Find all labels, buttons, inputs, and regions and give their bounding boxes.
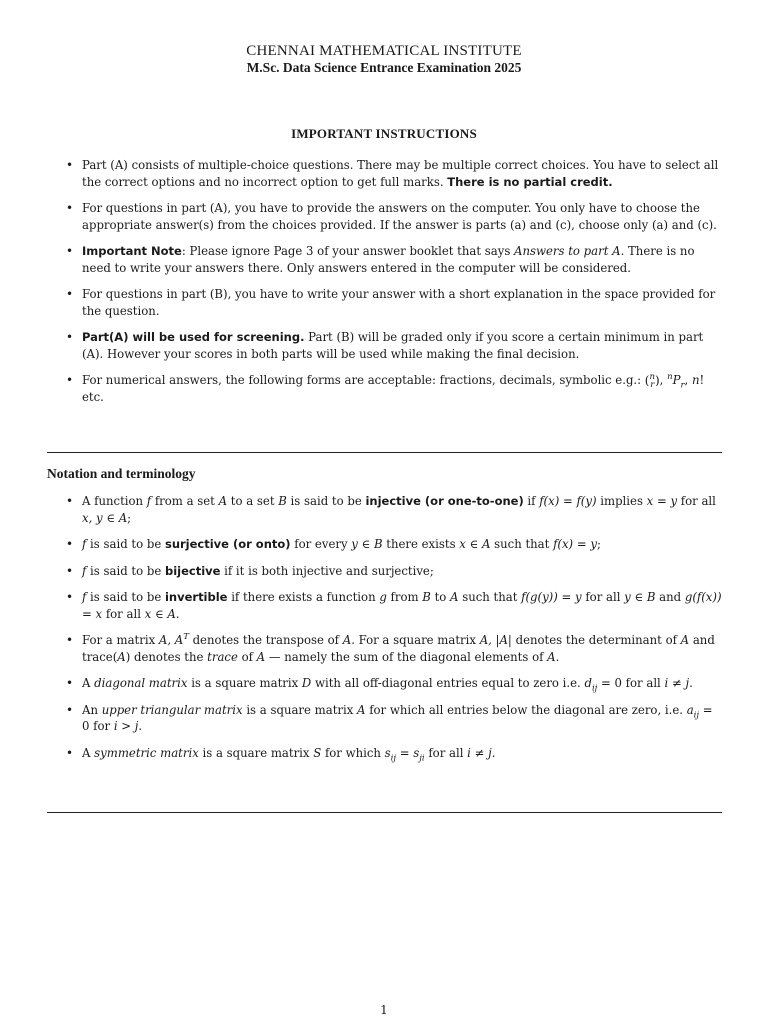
text-fragment: A — [450, 590, 459, 604]
text-fragment: i > j — [113, 719, 139, 733]
text-fragment: for all — [102, 606, 145, 621]
text-fragment: g(f(x)) = x — [82, 590, 722, 621]
text-fragment: ij — [390, 752, 397, 763]
text-fragment: f — [82, 537, 87, 551]
text-fragment: is a square matrix — [242, 702, 358, 717]
bullet: • — [66, 537, 74, 551]
notation-item — [64, 563, 722, 580]
text-fragment: n — [691, 373, 700, 387]
text-fragment: for which — [321, 745, 385, 760]
text-fragment: A, A — [158, 633, 184, 647]
notation-heading: Notation and terminology — [47, 466, 196, 481]
text-fragment: and — [655, 590, 685, 604]
text-fragment: i ≠ j — [664, 676, 690, 690]
text-fragment: surjective (or onto) — [164, 537, 291, 551]
notation-item — [64, 745, 722, 762]
text-fragment: f — [82, 563, 87, 578]
text-fragment: from a set — [151, 494, 219, 508]
instructions-list — [64, 157, 722, 406]
text-fragment: = 0 for — [82, 702, 713, 733]
text-fragment: is said to be — [86, 590, 165, 604]
text-fragment: for all — [677, 494, 716, 508]
text-fragment: ) denotes the — [125, 649, 208, 664]
text-fragment: symmetric matrix — [94, 745, 199, 760]
text-fragment: f(x) = f(y) — [539, 494, 597, 508]
text-fragment: injective (or one-to-one) — [365, 494, 524, 508]
text-fragment: for all — [424, 745, 468, 760]
text-fragment: d — [584, 676, 592, 690]
text-fragment: A — [680, 633, 690, 647]
text-fragment: s — [413, 745, 420, 760]
instruction-item: • For numerical answers, the following forms are acceptable: fractions, decimals, symbolic e.g.: (n r), $^nP_r$, n! etc. — [66, 372, 705, 404]
text-fragment: ij — [693, 709, 700, 720]
text-fragment: if — [523, 494, 540, 508]
text-fragment: upper triangular matrix — [101, 702, 243, 717]
bullet: • — [66, 244, 74, 258]
text-fragment: x, y ∈ A — [82, 510, 128, 525]
bullet: • — [66, 590, 74, 604]
text-fragment: A — [547, 649, 556, 664]
text-fragment: f(x) = y — [553, 537, 597, 551]
binomial-coefficient: (n r) — [644, 372, 660, 390]
text-fragment: . — [555, 649, 560, 664]
section-divider — [47, 452, 722, 453]
text-fragment: Part (B) will be graded only if you score a certain minimum in part (A). However your scores in both parts will be used while making the final decision. — [82, 330, 704, 361]
text-fragment: A — [256, 649, 266, 664]
bullet: • — [66, 702, 74, 717]
text-fragment: A — [82, 676, 95, 690]
text-fragment: . — [689, 676, 693, 690]
text-fragment: diagonal matrix — [94, 676, 188, 690]
instruction-item — [64, 286, 722, 319]
page-number: 1 — [380, 1003, 388, 1017]
text-fragment: bijective — [164, 563, 221, 578]
text-fragment: g — [379, 590, 387, 604]
text-fragment: A function — [82, 494, 147, 508]
text-fragment: D — [301, 676, 312, 690]
text-fragment: i ≠ j — [467, 745, 492, 760]
text-fragment: A — [82, 745, 95, 760]
text-fragment: f — [146, 494, 152, 508]
text-fragment: ji — [419, 752, 425, 763]
text-fragment: r — [650, 380, 655, 390]
notation-list — [64, 493, 722, 761]
text-fragment: f(g(y)) = y — [521, 590, 582, 604]
notation-item — [64, 493, 722, 526]
instruction-item — [64, 200, 722, 233]
text-fragment: such that — [490, 537, 554, 551]
text-fragment: for which all entries below the diagonal are zero, i.e. — [365, 702, 687, 717]
text-fragment: is said to be — [86, 537, 165, 551]
notation-item — [64, 589, 722, 622]
text-fragment: . For a square matrix — [351, 633, 480, 647]
text-fragment: implies — [596, 494, 647, 508]
text-fragment: T — [183, 632, 189, 643]
bullet: • — [66, 158, 74, 172]
text-fragment: There is no partial credit. — [447, 174, 613, 189]
text-fragment: for every — [290, 537, 352, 551]
text-fragment: S — [313, 745, 322, 760]
bullet: • — [66, 494, 74, 508]
text-fragment: An — [82, 702, 102, 717]
text-fragment: if it is both injective and surjective; — [220, 563, 434, 578]
text-fragment: Part (A) consists of multiple-choice questions. There may be multiple correct choices. You have to select all the correct options and no incorrect option to get full marks. — [82, 158, 719, 189]
notation-item — [64, 536, 722, 553]
text-fragment: x ∈ A — [459, 537, 491, 551]
text-fragment: x = y — [646, 494, 678, 508]
notation-item — [64, 675, 722, 692]
text-fragment: trace — [207, 649, 238, 664]
text-fragment: n — [667, 372, 673, 383]
text-fragment: and trace( — [82, 633, 715, 664]
text-fragment: x ∈ A — [144, 606, 176, 621]
text-fragment: ; — [127, 510, 132, 525]
text-fragment: r — [680, 380, 685, 391]
text-fragment: . — [491, 745, 496, 760]
instruction-item — [64, 157, 722, 190]
text-fragment: is a square matrix — [198, 745, 314, 760]
exam-title: M.Sc. Data Science Entrance Examination 2025 — [246, 60, 522, 75]
notation-item — [64, 702, 722, 735]
text-fragment: such that — [458, 590, 522, 604]
text-fragment: A — [117, 649, 126, 664]
text-fragment: s — [384, 745, 391, 760]
text-fragment: of — [237, 649, 257, 664]
text-fragment: ; — [596, 537, 601, 551]
instruction-item — [64, 329, 722, 362]
text-fragment: y ∈ B — [624, 590, 656, 604]
text-fragment: to — [430, 590, 451, 604]
text-fragment: is said to be — [286, 494, 366, 508]
document-header — [0, 42, 768, 76]
notation-item — [64, 632, 722, 665]
text-fragment: : Please ignore Page 3 of your answer booklet that says — [181, 244, 515, 258]
bullet: • — [66, 201, 74, 215]
text-fragment: P — [672, 373, 681, 387]
text-fragment: n — [649, 372, 655, 382]
instructions-heading: IMPORTANT INSTRUCTIONS — [291, 126, 477, 141]
text-fragment: For questions in part (B), you have to write your answer with a short explanation in the space provided for the question. — [82, 287, 716, 318]
text-fragment: A, |A| — [479, 633, 512, 647]
bullet: • — [66, 633, 74, 647]
text-fragment: denotes the transpose of — [188, 633, 343, 647]
text-fragment: a — [686, 702, 694, 717]
text-fragment: A — [342, 633, 352, 647]
text-fragment: B — [278, 494, 287, 508]
text-fragment: Important Note — [82, 244, 182, 258]
text-fragment: is said to be — [86, 563, 165, 578]
text-fragment: . — [175, 606, 180, 621]
instruction-item — [64, 243, 722, 276]
text-fragment: if there exists a function — [227, 590, 380, 604]
text-fragment: invertible — [164, 590, 228, 604]
text-fragment: For a matrix — [82, 633, 159, 647]
text-fragment: is a square matrix — [187, 676, 302, 690]
text-fragment: Part(A) will be used for screening. — [82, 330, 305, 344]
text-fragment: . There is no need to write your answers there. Only answers entered in the computer will be considered. — [82, 244, 695, 275]
bullet: • — [66, 287, 74, 301]
text-fragment: ! etc. — [82, 373, 705, 404]
institute-name: CHENNAI MATHEMATICAL INSTITUTE — [246, 43, 522, 59]
text-fragment: A — [218, 494, 228, 508]
bullet: • — [66, 745, 74, 760]
text-fragment: to a set — [227, 494, 279, 508]
text-fragment: denotes the determinant of — [511, 633, 681, 647]
text-fragment: from — [386, 590, 423, 604]
text-fragment: f — [82, 590, 87, 604]
bullet: • — [66, 676, 74, 690]
text-fragment: there exists — [382, 537, 460, 551]
text-fragment: — namely the sum of the diagonal elements of — [265, 649, 548, 664]
text-fragment: A — [357, 702, 366, 717]
text-fragment: = — [396, 745, 414, 760]
text-fragment: ij — [591, 683, 598, 694]
text-fragment: Answers to part A — [514, 244, 621, 258]
text-fragment: For questions in part (A), you have to provide the answers on the computer. You only have to choose the appropriate answer(s) from the choices provided. If the answer is parts (a) and (c), choose only (a) and (c). — [82, 201, 717, 232]
text-fragment: . — [138, 719, 143, 733]
text-fragment: B — [422, 590, 431, 604]
bullet: • — [66, 373, 74, 387]
text-fragment: for all — [581, 590, 625, 604]
text-fragment: For numerical answers, the following forms are acceptable: fractions, decimals, symbolic e.g.: — [82, 373, 645, 387]
text-fragment: = 0 for all — [597, 676, 665, 690]
bullet: • — [66, 563, 74, 578]
text-fragment: with all off-diagonal entries equal to zero i.e. — [311, 676, 585, 690]
section-divider — [47, 812, 722, 813]
text-fragment: y ∈ B — [351, 537, 383, 551]
bullet: • — [66, 330, 74, 344]
